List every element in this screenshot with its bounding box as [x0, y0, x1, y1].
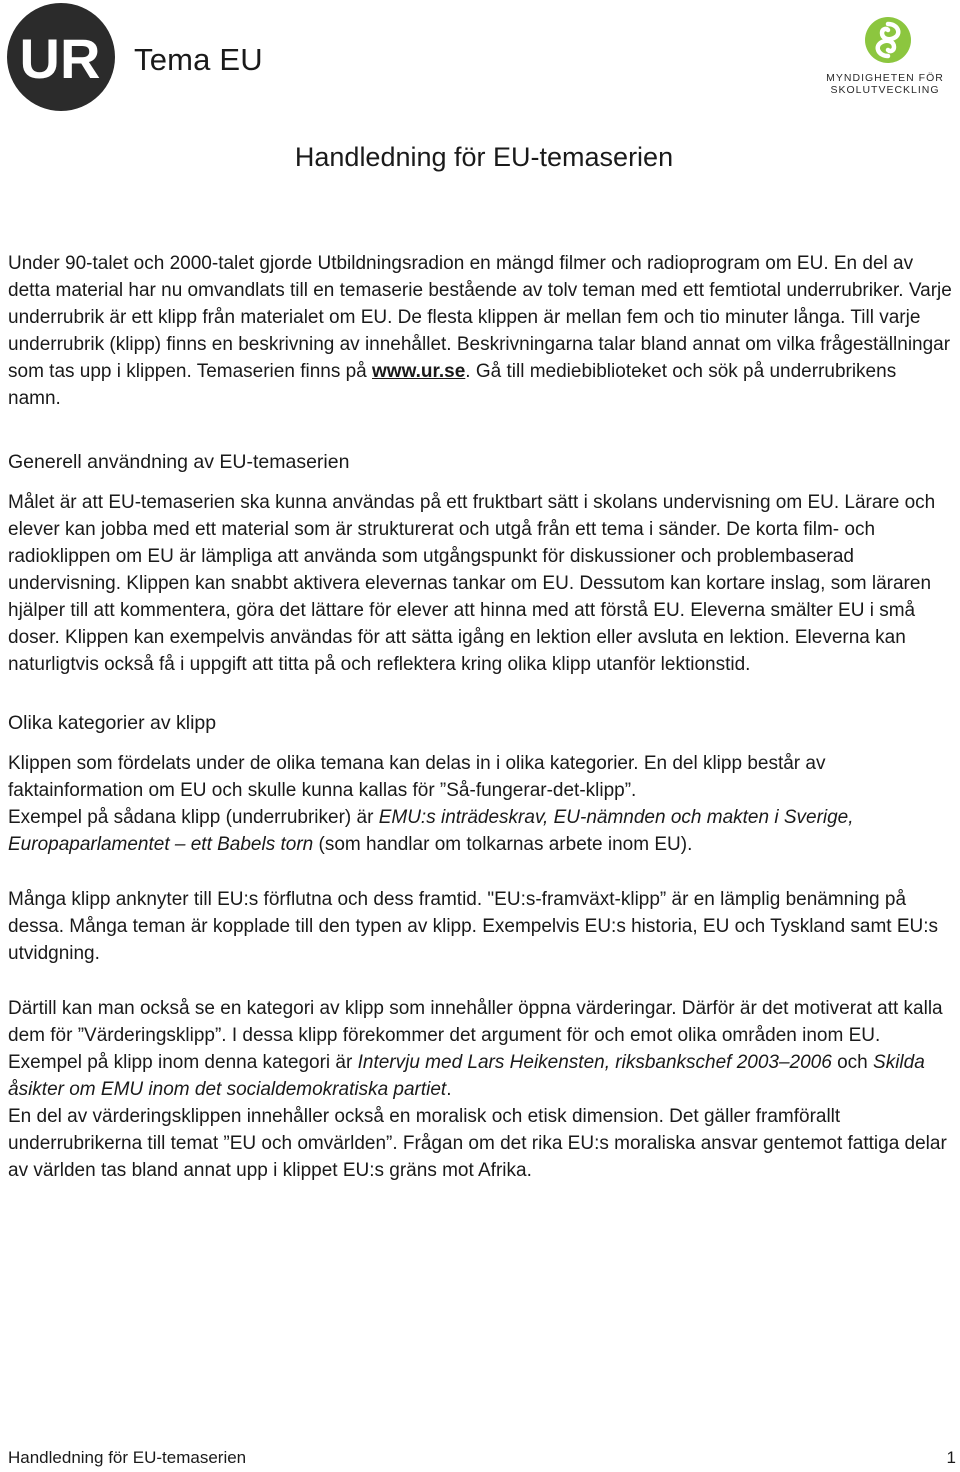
categories-p2-examples: EMU:s inträdeskrav, EU-nämnden och makten i Sverige, Europaparlamentet – ett Babels torn: [8, 807, 854, 855]
agency-name: [820, 72, 950, 96]
categories-paragraph-3: Många klipp anknyter till EU:s förflutna och dess framtid. "EU:s-framväxt-klipp” är en lämplig benämning på dessa. Många teman är kopplade till den typen av klipp. Exempelvis EU:s historia, EU och Tyskland samt EU:s utvidgning.: [8, 889, 939, 964]
general-use-paragraph: Målet är att EU-temaserien ska kunna användas på ett fruktbart sätt i skolans undervisning om EU. Lärare och elever kan jobba med ett material som är strukturerat och utgå från ett tema i sänder. De korta film- och radioklippen om EU är lämpliga att använda som utgångspunkt för diskussioner och problembaserad undervisning. Klippen kan snabbt aktivera elevernas tankar om EU. Dessutom kan kortare inslag, som läraren hjälper till att kommentera, göra det lättare för elever att hinna med att förstå EU. Eleverna smälter EU i små doser. Klippen kan exempelvis användas för att sätta igång en lektion eller avsluta en lektion. Eleverna kan naturligtvis också få i uppgift att titta på och reflektera kring olika klipp utanför lektionstid.: [8, 492, 936, 675]
categories-p4-text-3: .: [446, 1079, 452, 1100]
document-title: Handledning för EU-temaserien: [294, 142, 674, 172]
intro-text-1: Under 90-talet och 2000-talet gjorde Utbildningsradion en mängd filmer och radioprogram om EU. En del av detta material har nu omvandlats till en temaserie bestående av tolv teman med ett femtiotal underrubriker. Varje underrubrik är ett klipp från materialet om EU. De flesta klippen är mellan fem och tio minuter långa. Till varje underrubrik (klipp) finns en beskrivning av innehållet. Beskrivningarna talar bland annat om vilka frågeställningar som tas upp i klippen. Temaserien finns på: [8, 253, 952, 382]
categories-paragraph-4: [8, 995, 952, 1103]
document-body: [8, 250, 952, 1184]
page-number: 1: [946, 1448, 956, 1467]
header-title: Tema EU: [134, 42, 263, 77]
ur-logo: [6, 2, 116, 112]
categories-p4-example-2: Skilda åsikter om EMU inom det socialdemokratiska partiet: [8, 1052, 925, 1100]
ur-logo-text: UR: [19, 27, 101, 90]
footer-title: Handledning för EU-temaserien: [8, 1448, 247, 1467]
intro-paragraph: [8, 250, 952, 412]
page-header: [0, 0, 960, 120]
categories-p2-text-1: Exempel på sådana klipp (underrubriker) är: [8, 807, 379, 828]
agency-name-line1: MYNDIGHETEN FÖR: [826, 72, 944, 84]
categories-p2-text-2: (som handlar om tolkarnas arbete inom EU).: [313, 834, 693, 855]
categories-paragraph-2: [8, 804, 952, 858]
categories-p4-text-2: och: [831, 1052, 874, 1073]
categories-paragraph-5: En del av värderingsklippen innehåller också en moralisk och etisk dimension. Det gäller framförallt underrubrikerna till temat ”EU och omvärlden”. Frågan om det rika EU:s moraliska ansvar gentemot fattiga delar av världen tas bland annat upp i klippet EU:s gräns mot Afrika.: [8, 1106, 947, 1181]
intro-text-2: . Gå till mediebiblioteket och sök på underrubrikens namn.: [8, 361, 897, 409]
agency-logo: [820, 12, 950, 102]
categories-p4-text-1: Därtill kan man också se en kategori av klipp som innehåller öppna värderingar. Därför är det motiverat att kalla dem för ”Värderingsklipp”. I dessa klipp förekommer det argument för och emot olika områden inom EU. Exempel på klipp inom denna kategori är: [8, 998, 943, 1073]
categories-p4-example-1: Intervju med Lars Heikensten, riksbankschef 2003–2006: [357, 1052, 832, 1073]
section-heading-categories: Olika kategorier av klipp: [8, 712, 217, 734]
categories-paragraph-1: Klippen som fördelats under de olika temana kan delas in i olika kategorier. En del klipp består av faktainformation om EU och skulle kunna kallas för ”Så-fungerar-det-klipp”.: [8, 753, 826, 801]
section-heading-general-use: Generell användning av EU-temaserien: [8, 451, 350, 473]
agency-name-line2: SKOLUTVECKLING: [830, 84, 940, 96]
ur-website-link[interactable]: www.ur.se: [372, 361, 466, 382]
agency-swirl-icon: [864, 16, 912, 64]
